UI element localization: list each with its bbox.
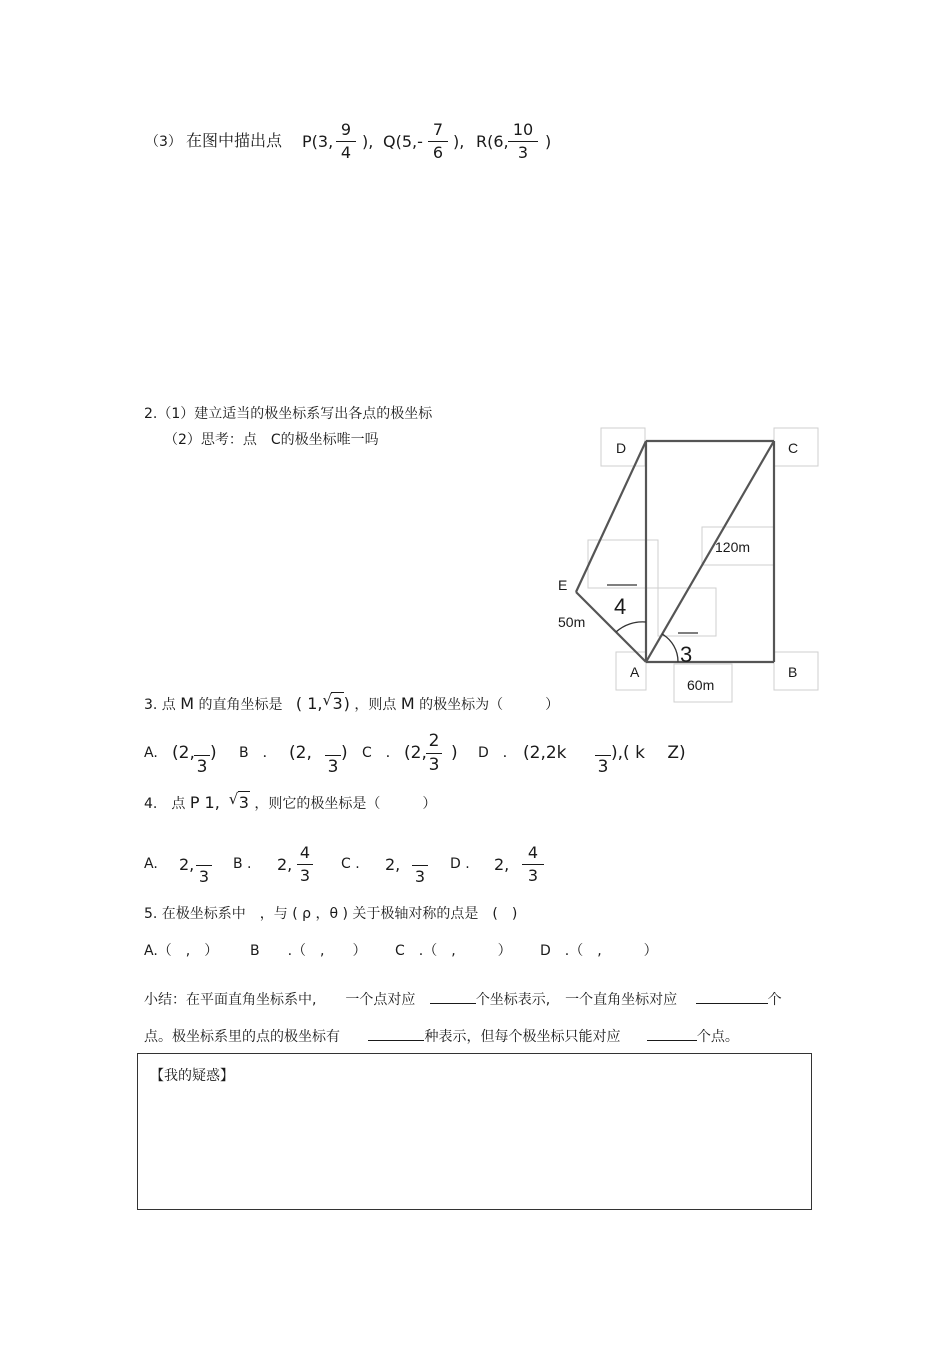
q3-option-b-close: ) bbox=[341, 743, 348, 763]
q3-stem-post1: ，则点 bbox=[354, 697, 397, 713]
point-r-fraction bbox=[508, 122, 538, 161]
frame-a bbox=[616, 652, 646, 690]
summary-part-1: 小结：在平面直角坐标系中, bbox=[144, 992, 317, 1008]
q5-option-d[interactable]: D .（ , ） bbox=[540, 943, 658, 959]
point-p-prefix: P(3, bbox=[302, 132, 334, 151]
q3-stem bbox=[144, 691, 560, 713]
q3-stem-mid: 的直角坐标是 bbox=[198, 697, 283, 713]
fraction-denominator: 3 bbox=[527, 866, 539, 885]
q4-option-a-value: 2, bbox=[179, 855, 195, 874]
q4-option-c-value: 2, bbox=[385, 855, 401, 874]
fraction-bar bbox=[426, 753, 442, 754]
q3-point-m: M bbox=[180, 694, 195, 713]
figure-lines bbox=[576, 441, 774, 662]
angle-bars bbox=[607, 585, 698, 633]
blank-line[interactable] bbox=[647, 1026, 697, 1041]
q3-coord-post: ) bbox=[343, 694, 350, 713]
fraction-denominator: 3 bbox=[414, 867, 426, 886]
radical-sign: √ bbox=[322, 691, 333, 709]
q4-option-c-fraction bbox=[412, 846, 428, 885]
q4-option-b-value: 2, bbox=[277, 855, 293, 874]
fraction-bar bbox=[297, 864, 313, 865]
q3-option-a-label[interactable]: A. bbox=[144, 745, 158, 761]
fraction-bar bbox=[428, 141, 448, 142]
q3-option-c-close: ) bbox=[451, 743, 458, 763]
q4-point-p: P 1, bbox=[189, 793, 220, 812]
summary-part-5: 个 bbox=[767, 992, 782, 1008]
q4-option-d-fraction bbox=[522, 845, 544, 884]
q3-stem-pre: 3. 点 bbox=[144, 697, 176, 713]
edge-ae bbox=[576, 592, 646, 662]
summary-line-2 bbox=[144, 1026, 739, 1044]
edge-ac bbox=[646, 441, 774, 662]
frame-angle4 bbox=[588, 540, 658, 588]
frame-angle3 bbox=[658, 588, 716, 636]
label-60m: 60m bbox=[687, 677, 715, 693]
q3-option-d-fraction bbox=[595, 735, 611, 776]
label-50m: 50m bbox=[558, 614, 586, 630]
fraction-numerator: 10 bbox=[512, 120, 534, 139]
frame-c bbox=[774, 428, 818, 466]
q3-option-d-value: (2,2k bbox=[523, 743, 567, 763]
summary-part-4: 一个直角坐标对应 bbox=[565, 992, 678, 1008]
q3-option-c-label[interactable]: C ． bbox=[362, 745, 400, 761]
sqrt-value: 3 bbox=[238, 793, 249, 812]
fraction-bar bbox=[325, 755, 341, 756]
fraction-denominator: 3 bbox=[428, 755, 440, 775]
fraction-numerator: 7 bbox=[432, 120, 444, 139]
fraction-denominator: 3 bbox=[196, 757, 208, 777]
q5-stem: 5. 在极坐标系中 ，与 ( ρ ，θ ) 关于极轴对称的点是 ( ) bbox=[144, 906, 518, 922]
q3-option-c-value: (2, bbox=[404, 743, 427, 763]
q1-3-text: 在图中描出点 bbox=[186, 131, 283, 150]
q3-option-d-label[interactable]: D ． bbox=[478, 745, 517, 761]
q3-option-a-fraction bbox=[194, 735, 210, 776]
q3-option-a-close: ) bbox=[210, 743, 217, 763]
blank-line[interactable] bbox=[696, 989, 768, 1004]
label-angle3: 3 bbox=[680, 642, 693, 667]
fraction-bar bbox=[194, 755, 210, 756]
q4-option-a-fraction bbox=[196, 846, 212, 885]
label-angle4: 4 bbox=[614, 594, 627, 619]
fraction-denominator: 3 bbox=[597, 757, 609, 777]
point-q-suffix: ), bbox=[453, 132, 465, 151]
point-q-fraction bbox=[428, 122, 448, 161]
q5-option-c[interactable]: C .（ , ） bbox=[395, 943, 512, 959]
q3-option-b-fraction bbox=[325, 735, 341, 776]
arc-angle-bac bbox=[662, 634, 678, 662]
q3-option-b-value: (2, bbox=[289, 743, 312, 763]
q5-option-a[interactable]: A.（ , ） bbox=[144, 943, 219, 959]
fraction-bar bbox=[336, 141, 356, 142]
blank-line[interactable] bbox=[368, 1026, 424, 1041]
doubt-box-title: 【我的疑惑】 bbox=[150, 1068, 234, 1084]
fraction-denominator: 3 bbox=[299, 866, 311, 885]
q5-option-b[interactable]: B .（ , ） bbox=[250, 943, 367, 959]
fraction-denominator: 3 bbox=[198, 867, 210, 886]
summary-part-7: 种表示，但每个极坐标只能对应 bbox=[424, 1029, 621, 1045]
fraction-bar bbox=[522, 864, 544, 865]
fraction-numerator: 9 bbox=[340, 120, 352, 139]
fraction-bar bbox=[508, 141, 538, 142]
edge-ed bbox=[576, 441, 646, 592]
q2-line2: （2）思考：点 C的极坐标唯一吗 bbox=[164, 432, 379, 448]
blank-line[interactable] bbox=[430, 989, 476, 1004]
fraction-numerator: 2 bbox=[428, 731, 440, 751]
label-a: A bbox=[630, 664, 640, 680]
q4-option-b-fraction bbox=[297, 845, 313, 884]
q1-3-lead: （3） bbox=[145, 134, 182, 150]
frame-120m bbox=[702, 527, 774, 565]
arc-angle-ead bbox=[616, 622, 646, 632]
point-p-suffix: ), bbox=[362, 132, 374, 151]
q4-option-b-label[interactable]: B . bbox=[233, 856, 252, 872]
label-c: C bbox=[788, 440, 799, 456]
q3-point-m-2: M bbox=[400, 694, 415, 713]
sqrt-symbol bbox=[228, 790, 250, 812]
radical-sign: √ bbox=[228, 790, 239, 808]
q3-coord-pre: ( 1, bbox=[295, 694, 323, 713]
fraction-denominator: 3 bbox=[517, 143, 529, 162]
label-frames bbox=[588, 428, 818, 702]
frame-60m bbox=[674, 664, 732, 702]
fraction-numerator: 4 bbox=[527, 843, 539, 862]
summary-part-3: 个坐标表示, bbox=[475, 992, 551, 1008]
q4-option-d-label[interactable]: D . bbox=[450, 856, 470, 872]
q4-stem bbox=[144, 790, 437, 812]
frame-d bbox=[601, 428, 645, 466]
fraction-denominator: 6 bbox=[432, 143, 444, 162]
summary-part-2: 一个点对应 bbox=[345, 992, 416, 1008]
label-d: D bbox=[616, 440, 627, 456]
label-b: B bbox=[788, 664, 798, 680]
point-q-prefix: Q(5,- bbox=[383, 132, 423, 151]
q4-option-c-label[interactable]: C . bbox=[341, 856, 360, 872]
doubt-box[interactable] bbox=[137, 1053, 812, 1210]
q2-line1: 2.（1）建立适当的极坐标系写出各点的极坐标 bbox=[144, 406, 433, 422]
angle-arcs bbox=[616, 622, 678, 662]
fraction-denominator: 3 bbox=[327, 757, 339, 777]
q4-option-d-value: 2, bbox=[494, 855, 510, 874]
point-r-prefix: R(6, bbox=[476, 132, 509, 151]
q4-option-a-label[interactable]: A. bbox=[144, 856, 158, 872]
q3-stem-post2: 的极坐标为（ ） bbox=[419, 697, 560, 713]
q3-option-d-close: ),( k Z) bbox=[611, 743, 686, 763]
point-p-fraction bbox=[336, 122, 356, 161]
fraction-bar bbox=[196, 865, 212, 866]
fraction-bar bbox=[595, 755, 611, 756]
q4-stem-post: ，则它的极坐标是（ ） bbox=[254, 796, 437, 812]
sqrt-symbol bbox=[322, 691, 343, 713]
summary-line-1 bbox=[144, 989, 782, 1007]
summary-part-8: 个点。 bbox=[696, 1029, 739, 1045]
summary-part-6: 点。极坐标系里的点的极坐标有 bbox=[144, 1029, 340, 1045]
label-e: E bbox=[558, 577, 568, 593]
sqrt-value: 3 bbox=[332, 694, 343, 713]
fraction-bar bbox=[412, 865, 428, 866]
q4-stem-pre: 4. 点 bbox=[144, 796, 186, 812]
q3-option-a-value: (2, bbox=[172, 743, 195, 763]
fraction-denominator: 4 bbox=[340, 143, 352, 162]
figure-labels bbox=[558, 440, 798, 693]
q3-option-c-fraction bbox=[426, 733, 442, 774]
q3-option-b-label[interactable]: B ． bbox=[239, 745, 277, 761]
label-120m: 120m bbox=[715, 539, 751, 555]
frame-b bbox=[774, 652, 818, 690]
fraction-numerator: 4 bbox=[299, 843, 311, 862]
point-r-suffix: ) bbox=[545, 132, 552, 151]
